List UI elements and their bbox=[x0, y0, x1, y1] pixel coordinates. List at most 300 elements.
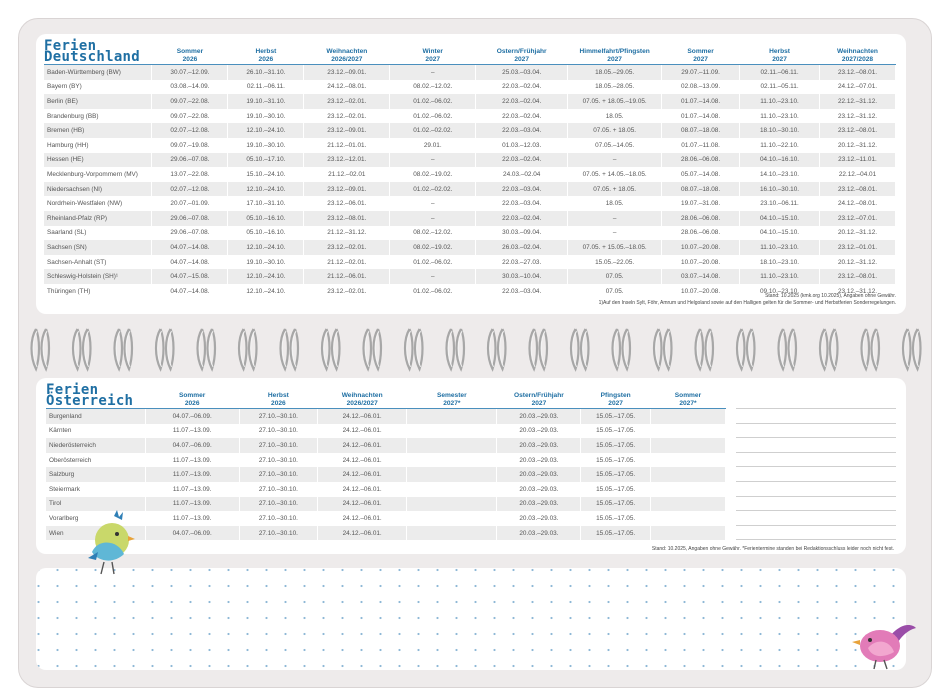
holiday-dates: 23.12.–08.01. bbox=[819, 182, 895, 197]
table-row bbox=[44, 196, 896, 211]
holiday-dates bbox=[650, 482, 725, 497]
pink-bird-icon bbox=[850, 618, 918, 670]
holiday-dates: 20.03.–29.03. bbox=[497, 497, 581, 512]
holiday-dates: 11.07.–13.09. bbox=[145, 497, 239, 512]
region-name: Hamburg (HH) bbox=[44, 138, 152, 153]
holiday-dates: 20.03.–29.03. bbox=[497, 453, 581, 468]
column-header-line1: Sommer bbox=[687, 48, 714, 55]
column-header-line1: Sommer bbox=[178, 392, 206, 399]
holiday-dates: – bbox=[390, 269, 476, 284]
holiday-dates: 23.12.–09.01. bbox=[304, 182, 390, 197]
holiday-dates: 12.10.–24.10. bbox=[228, 269, 304, 284]
holiday-dates: 04.07.–06.09. bbox=[145, 438, 239, 453]
holiday-dates: 29.06.–07.08. bbox=[152, 226, 228, 241]
holiday-dates: 11.10.–23.10. bbox=[740, 109, 820, 124]
column-header-line2: 2027/2028 bbox=[841, 56, 874, 63]
holiday-dates: 24.03.–02.04 bbox=[476, 167, 568, 182]
austria-note: Stand: 10.2025, Angaben ohne Gewähr. *Ferientermine standen bei Redaktionsschluss leider noch nicht fest. bbox=[651, 546, 894, 552]
holiday-dates: 11.10.–23.10. bbox=[740, 94, 820, 109]
region-name: Oberösterreich bbox=[46, 453, 145, 468]
holiday-dates: 23.12.–08.01. bbox=[819, 123, 895, 138]
holiday-dates: 11.07.–13.09. bbox=[145, 467, 239, 482]
table-row bbox=[44, 240, 896, 255]
holiday-dates: 23.10.–06.11. bbox=[740, 196, 820, 211]
holiday-dates: 30.07.–12.09. bbox=[152, 65, 228, 80]
holiday-dates bbox=[650, 453, 725, 468]
holiday-dates: 04.07.–06.09. bbox=[145, 409, 239, 424]
holiday-dates: 21.12.–02.01. bbox=[304, 255, 390, 270]
holiday-dates: 18.05. bbox=[568, 109, 662, 124]
holiday-dates: 21.12.–02.01 bbox=[304, 167, 390, 182]
holiday-dates: 24.12.–06.01. bbox=[318, 511, 407, 526]
column-header-line1: Weihnachten bbox=[837, 48, 878, 55]
column-header-line2: 2026 bbox=[271, 400, 286, 407]
holiday-dates: 01.02.–02.02. bbox=[390, 182, 476, 197]
table-row bbox=[44, 182, 896, 197]
region-name: Berlin (BE) bbox=[44, 94, 152, 109]
column-header bbox=[650, 386, 725, 409]
holiday-dates: – bbox=[390, 65, 476, 80]
holiday-dates: 20.03.–29.03. bbox=[497, 511, 581, 526]
spiral-binding-icon bbox=[0, 325, 950, 375]
table-row bbox=[44, 226, 896, 241]
holiday-dates: 24.12.–08.01. bbox=[304, 80, 390, 95]
column-header-line1: Himmelfahrt/Pfingsten bbox=[579, 48, 650, 55]
holiday-dates bbox=[650, 497, 725, 512]
holiday-dates: 23.12.–02.01. bbox=[304, 284, 390, 299]
holiday-dates: 30.03.–09.04. bbox=[476, 226, 568, 241]
holiday-dates: 20.03.–29.03. bbox=[497, 424, 581, 439]
table-row bbox=[44, 94, 896, 109]
region-name: Wien bbox=[46, 526, 145, 541]
holiday-dates: 22.12.–31.12. bbox=[819, 94, 895, 109]
holiday-dates: 11.07.–13.09. bbox=[145, 453, 239, 468]
holiday-dates: 24.12.–06.01. bbox=[318, 424, 407, 439]
holiday-dates: 23.12.–06.01. bbox=[304, 196, 390, 211]
germany-note-stand: Stand: 10.2025 (kmk.org 10.2025), Angaben ohne Gewähr. bbox=[765, 293, 896, 299]
holiday-dates: 01.02.–06.02. bbox=[390, 284, 476, 299]
holiday-dates: 08.07.–18.08. bbox=[662, 123, 740, 138]
holiday-dates: 27.10.–30.10. bbox=[239, 482, 318, 497]
note-line bbox=[736, 481, 896, 482]
column-header-line2: 2026 bbox=[258, 56, 274, 63]
holiday-dates: 27.10.–30.10. bbox=[239, 511, 318, 526]
holiday-dates: 07.05. + 18.05. bbox=[568, 123, 662, 138]
holiday-dates: 04.10.–15.10. bbox=[740, 226, 820, 241]
holiday-dates: 20.03.–29.03. bbox=[497, 482, 581, 497]
region-name: Niederösterreich bbox=[46, 438, 145, 453]
note-line bbox=[736, 525, 896, 526]
holiday-dates: 15.05.–17.05. bbox=[581, 424, 651, 439]
holiday-dates: 15.05.–17.05. bbox=[581, 497, 651, 512]
holiday-dates: 29.06.–07.08. bbox=[152, 211, 228, 226]
holiday-dates: 02.07.–12.08. bbox=[152, 182, 228, 197]
table-row bbox=[44, 269, 896, 284]
holiday-dates: 01.02.–06.02. bbox=[390, 94, 476, 109]
holiday-dates: 18.05.–28.05. bbox=[568, 80, 662, 95]
holiday-dates: 29.06.–07.08. bbox=[152, 153, 228, 168]
table-row bbox=[46, 409, 726, 424]
holiday-dates: 07.05. + 18.05.–19.05. bbox=[568, 94, 662, 109]
table-row bbox=[44, 80, 896, 95]
holiday-dates: 18.05.–29.05. bbox=[568, 65, 662, 80]
holiday-dates bbox=[650, 409, 725, 424]
column-header-line2: 2027 bbox=[531, 400, 547, 407]
dot-grid-notes-area[interactable] bbox=[36, 568, 906, 670]
region-name: Brandenburg (BB) bbox=[44, 109, 152, 124]
holiday-dates: 24.12.–06.01. bbox=[318, 453, 407, 468]
holiday-dates: 20.12.–31.12. bbox=[819, 226, 895, 241]
holiday-dates: 04.07.–15.08. bbox=[152, 269, 228, 284]
note-line bbox=[736, 452, 896, 453]
holiday-dates: 11.10.–23.10. bbox=[740, 240, 820, 255]
holiday-dates: 20.03.–29.03. bbox=[497, 409, 581, 424]
table-row bbox=[44, 123, 896, 138]
holiday-dates: 24.12.–06.01. bbox=[318, 438, 407, 453]
table-row bbox=[46, 526, 726, 541]
holiday-dates: 15.05.–17.05. bbox=[581, 511, 651, 526]
column-header-line1: Sommer bbox=[176, 48, 204, 55]
holiday-dates: 08.02.–12.02. bbox=[390, 226, 476, 241]
holiday-dates: 22.03.–02.04. bbox=[476, 153, 568, 168]
holiday-dates: 01.02.–02.02. bbox=[390, 123, 476, 138]
holiday-dates: 01.07.–11.08. bbox=[662, 138, 740, 153]
column-header-line2: 2027 bbox=[514, 56, 530, 63]
holiday-dates: 04.07.–14.08. bbox=[152, 240, 228, 255]
column-header bbox=[304, 42, 390, 65]
holiday-dates: 27.10.–30.10. bbox=[239, 497, 318, 512]
holiday-dates: 24.12.–07.01. bbox=[819, 80, 895, 95]
column-header-line2: 2026 bbox=[182, 56, 198, 63]
holiday-dates: 07.05. + 14.05.–18.05. bbox=[568, 167, 662, 182]
holiday-dates: 25.03.–03.04. bbox=[476, 65, 568, 80]
column-header bbox=[497, 386, 581, 409]
holiday-dates: 29.01. bbox=[390, 138, 476, 153]
column-header bbox=[581, 386, 651, 409]
holiday-dates bbox=[407, 467, 497, 482]
holiday-dates: 01.03.–12.03. bbox=[476, 138, 568, 153]
holiday-dates: 28.06.–06.08. bbox=[662, 226, 740, 241]
column-header-line2: 2027 bbox=[772, 56, 787, 63]
holiday-dates: 04.07.–06.09. bbox=[145, 526, 239, 541]
column-header bbox=[407, 386, 497, 409]
holiday-dates: 09.07.–19.08. bbox=[152, 138, 228, 153]
holiday-dates: 22.03.–02.04. bbox=[476, 80, 568, 95]
holiday-dates: 12.10.–24.10. bbox=[228, 123, 304, 138]
holiday-dates: 05.10.–17.10. bbox=[228, 153, 304, 168]
holiday-dates: 12.10.–24.10. bbox=[228, 182, 304, 197]
holiday-dates: 27.10.–30.10. bbox=[239, 453, 318, 468]
holiday-dates: 09.07.–22.08. bbox=[152, 94, 228, 109]
holiday-dates: 24.12.–08.01. bbox=[819, 196, 895, 211]
holiday-dates: 16.10.–30.10. bbox=[740, 182, 820, 197]
note-line bbox=[736, 423, 896, 424]
region-name: Rheinland-Pfalz (RP) bbox=[44, 211, 152, 226]
holiday-dates: 22.03.–27.03. bbox=[476, 255, 568, 270]
holiday-dates: – bbox=[390, 211, 476, 226]
region-name: Thüringen (TH) bbox=[44, 284, 152, 299]
holiday-dates: 11.10.–23.10. bbox=[740, 269, 820, 284]
holiday-dates: 14.10.–23.10. bbox=[740, 167, 820, 182]
holiday-dates: 04.10.–16.10. bbox=[740, 153, 820, 168]
table-row bbox=[46, 453, 726, 468]
holiday-dates: 20.03.–29.03. bbox=[497, 526, 581, 541]
column-header-line1: Herbst bbox=[255, 48, 277, 55]
holiday-dates: 22.03.–02.04. bbox=[476, 94, 568, 109]
region-name: Sachsen (SN) bbox=[44, 240, 152, 255]
holiday-dates bbox=[407, 409, 497, 424]
holiday-dates: 15.05.–17.05. bbox=[581, 453, 651, 468]
column-header-line1: Weihnachten bbox=[326, 48, 368, 55]
region-name: Sachsen-Anhalt (ST) bbox=[44, 255, 152, 270]
holiday-dates: 03.08.–14.09. bbox=[152, 80, 228, 95]
holiday-dates: – bbox=[568, 226, 662, 241]
holiday-dates bbox=[407, 453, 497, 468]
table-row bbox=[44, 109, 896, 124]
holiday-dates: 15.10.–24.10. bbox=[228, 167, 304, 182]
holiday-dates: 23.12.–01.01. bbox=[819, 240, 895, 255]
holiday-dates bbox=[650, 511, 725, 526]
holiday-dates: 22.12.–04.01 bbox=[819, 167, 895, 182]
holiday-dates: 26.03.–02.04. bbox=[476, 240, 568, 255]
holiday-dates: 23.12.–11.01. bbox=[819, 153, 895, 168]
holiday-dates: 23.12.–08.01. bbox=[819, 269, 895, 284]
holiday-dates: 07.05.–14.05. bbox=[568, 138, 662, 153]
column-header-line1: Sommer bbox=[674, 392, 702, 399]
column-header bbox=[145, 386, 239, 409]
column-header-line1: Herbst bbox=[267, 392, 289, 399]
holiday-dates: 07.05. + 15.05.–18.05. bbox=[568, 240, 662, 255]
note-line bbox=[736, 510, 896, 511]
holiday-dates: 09.10.–23.10. bbox=[740, 284, 820, 299]
holiday-dates: 23.12.–08.01. bbox=[304, 211, 390, 226]
holiday-dates: 09.07.–22.08. bbox=[152, 109, 228, 124]
region-name: Saarland (SL) bbox=[44, 226, 152, 241]
holiday-dates: 08.02.–19.02. bbox=[390, 240, 476, 255]
column-header bbox=[662, 42, 740, 65]
holiday-dates: 18.05. bbox=[568, 196, 662, 211]
table-row bbox=[44, 255, 896, 270]
blue-bird-icon bbox=[84, 510, 136, 576]
holiday-dates bbox=[407, 497, 497, 512]
holiday-dates bbox=[407, 511, 497, 526]
holiday-dates: 05.07.–14.08. bbox=[662, 167, 740, 182]
holiday-dates: 19.07.–31.08. bbox=[662, 196, 740, 211]
holiday-dates: 13.07.–22.08. bbox=[152, 167, 228, 182]
holiday-dates: 19.10.–30.10. bbox=[228, 138, 304, 153]
holiday-dates: 18.10.–30.10. bbox=[740, 123, 820, 138]
holiday-dates: 27.10.–30.10. bbox=[239, 409, 318, 424]
holiday-dates: 20.12.–31.12. bbox=[819, 138, 895, 153]
holiday-dates: 28.06.–06.08. bbox=[662, 153, 740, 168]
column-header-line2: 2026 bbox=[184, 400, 200, 407]
table-row bbox=[44, 167, 896, 182]
austria-title: Ferien Österreich bbox=[46, 382, 134, 409]
holiday-dates bbox=[407, 438, 497, 453]
note-line bbox=[736, 539, 896, 540]
column-header bbox=[152, 42, 228, 65]
holiday-dates: 27.10.–30.10. bbox=[239, 467, 318, 482]
holiday-dates: 07.05. bbox=[568, 269, 662, 284]
region-name: Niedersachsen (NI) bbox=[44, 182, 152, 197]
holiday-dates: 23.12.–02.01. bbox=[304, 109, 390, 124]
table-row bbox=[46, 438, 726, 453]
holiday-dates: 23.12.–09.01. bbox=[304, 65, 390, 80]
holiday-dates: 20.03.–29.03. bbox=[497, 438, 581, 453]
germany-title: Ferien Deutschland bbox=[44, 38, 141, 65]
holiday-dates: 30.03.–10.04. bbox=[476, 269, 568, 284]
holiday-dates: 19.10.–30.10. bbox=[228, 255, 304, 270]
holiday-dates: 07.05. bbox=[568, 284, 662, 299]
holiday-dates: – bbox=[390, 196, 476, 211]
table-row bbox=[46, 511, 726, 526]
region-name: Bayern (BY) bbox=[44, 80, 152, 95]
holiday-dates: 08.02.–12.02. bbox=[390, 80, 476, 95]
column-header-line2: 2027* bbox=[443, 400, 461, 407]
holiday-dates: 08.07.–18.08. bbox=[662, 182, 740, 197]
holiday-dates: 05.10.–16.10. bbox=[228, 211, 304, 226]
column-header bbox=[239, 386, 318, 409]
column-header-line1: Herbst bbox=[769, 48, 790, 55]
holiday-dates bbox=[650, 467, 725, 482]
column-header-line2: 2027 bbox=[607, 56, 622, 63]
region-name: Bremen (HB) bbox=[44, 123, 152, 138]
germany-footnote: 1)Auf den Inseln Sylt, Föhr, Amrum und Helgoland sowie auf den Halligen gelten für die Sommer- und Herbstferien Sonderregelungen. bbox=[598, 300, 896, 306]
holiday-dates: 21.12.–01.01. bbox=[304, 138, 390, 153]
holiday-dates: 04.07.–14.08. bbox=[152, 255, 228, 270]
table-row bbox=[46, 482, 726, 497]
column-header-line1: Winter bbox=[422, 48, 443, 55]
column-header-line1: Semester bbox=[436, 392, 467, 399]
holiday-dates: 01.02.–06.02. bbox=[390, 109, 476, 124]
holiday-dates: 04.10.–15.10. bbox=[740, 211, 820, 226]
holiday-dates: 04.07.–14.08. bbox=[152, 284, 228, 299]
column-header bbox=[819, 42, 895, 65]
holiday-dates: 21.12.–06.01. bbox=[304, 269, 390, 284]
holiday-dates: 20.07.–01.09. bbox=[152, 196, 228, 211]
region-name: Mecklenburg-Vorpommern (MV) bbox=[44, 167, 152, 182]
holiday-dates: 23.12.–12.01. bbox=[304, 153, 390, 168]
holiday-dates: 07.05. + 18.05. bbox=[568, 182, 662, 197]
table-row bbox=[46, 497, 726, 512]
holiday-dates: 03.07.–14.08. bbox=[662, 269, 740, 284]
holiday-dates bbox=[650, 438, 725, 453]
holiday-dates: 24.12.–06.01. bbox=[318, 526, 407, 541]
holiday-dates: 23.12.–31.12. bbox=[819, 109, 895, 124]
holiday-dates: 17.10.–31.10. bbox=[228, 196, 304, 211]
holiday-dates: 19.10.–31.10. bbox=[228, 94, 304, 109]
note-line bbox=[736, 466, 896, 467]
column-header-line2: 2026/2027 bbox=[331, 56, 363, 63]
note-line bbox=[736, 437, 896, 438]
holiday-dates: 15.05.–17.05. bbox=[581, 409, 651, 424]
holiday-dates: 23.12.–08.01. bbox=[819, 65, 895, 80]
table-row bbox=[46, 467, 726, 482]
region-name: Burgenland bbox=[46, 409, 145, 424]
holiday-dates: 08.02.–19.02. bbox=[390, 167, 476, 182]
region-name: Salzburg bbox=[46, 467, 145, 482]
holiday-dates: 02.11.–06.11. bbox=[228, 80, 304, 95]
holiday-dates: 27.10.–30.10. bbox=[239, 526, 318, 541]
holiday-dates: 10.07.–20.08. bbox=[662, 255, 740, 270]
column-header bbox=[476, 42, 568, 65]
holiday-dates bbox=[650, 526, 725, 541]
holiday-dates: 23.12.–02.01. bbox=[304, 240, 390, 255]
holiday-dates: 24.12.–06.01. bbox=[318, 409, 407, 424]
holiday-dates: 24.12.–06.01. bbox=[318, 497, 407, 512]
holiday-dates: 23.12.–31.12. bbox=[819, 284, 895, 299]
holiday-dates: 20.03.–29.03. bbox=[497, 467, 581, 482]
holiday-dates: 28.06.–06.08. bbox=[662, 211, 740, 226]
holiday-dates: 22.03.–02.04. bbox=[476, 109, 568, 124]
holiday-dates: 20.12.–31.12. bbox=[819, 255, 895, 270]
holiday-dates: 15.05.–17.05. bbox=[581, 467, 651, 482]
holiday-dates bbox=[407, 424, 497, 439]
holiday-dates: 18.10.–23.10. bbox=[740, 255, 820, 270]
austria-panel bbox=[36, 378, 906, 554]
germany-panel bbox=[36, 34, 906, 314]
holiday-dates bbox=[650, 424, 725, 439]
column-header bbox=[740, 42, 820, 65]
column-header bbox=[318, 386, 407, 409]
region-name: Nordrhein-Westfalen (NW) bbox=[44, 196, 152, 211]
column-header-line1: Pfingsten bbox=[600, 392, 631, 399]
holiday-dates: 22.03.–02.04. bbox=[476, 211, 568, 226]
holiday-dates: 26.10.–31.10. bbox=[228, 65, 304, 80]
table-row bbox=[44, 211, 896, 226]
holiday-dates: 22.03.–03.04. bbox=[476, 123, 568, 138]
holiday-dates: – bbox=[568, 153, 662, 168]
note-line bbox=[736, 408, 896, 409]
holiday-dates: – bbox=[390, 153, 476, 168]
holiday-dates: 01.02.–06.02. bbox=[390, 255, 476, 270]
holiday-dates: 23.12.–09.01. bbox=[304, 123, 390, 138]
column-header-line2: 2027* bbox=[679, 400, 697, 407]
holiday-dates: 22.03.–03.04. bbox=[476, 284, 568, 299]
holiday-dates: 15.05.–17.05. bbox=[581, 482, 651, 497]
holiday-dates: 05.10.–16.10. bbox=[228, 226, 304, 241]
holiday-dates: 27.10.–30.10. bbox=[239, 438, 318, 453]
column-header-line2: 2026/2027 bbox=[346, 400, 378, 407]
holiday-dates: – bbox=[568, 211, 662, 226]
column-header-line1: Ostern/Frühjahr bbox=[496, 48, 547, 55]
holiday-dates: 10.07.–20.08. bbox=[662, 284, 740, 299]
holiday-dates: 22.03.–03.04. bbox=[476, 196, 568, 211]
holiday-dates: 11.07.–13.09. bbox=[145, 482, 239, 497]
column-header-line1: Weihnachten bbox=[341, 392, 383, 399]
region-name: Schleswig-Holstein (SH)¹ bbox=[44, 269, 152, 284]
column-header bbox=[228, 42, 304, 65]
holiday-dates: 29.07.–11.09. bbox=[662, 65, 740, 80]
holiday-dates bbox=[407, 526, 497, 541]
holiday-dates: 24.12.–06.01. bbox=[318, 467, 407, 482]
region-name: Kärnten bbox=[46, 424, 145, 439]
holiday-dates: 01.07.–14.08. bbox=[662, 109, 740, 124]
table-row bbox=[44, 153, 896, 168]
column-header-line2: 2027 bbox=[425, 56, 441, 63]
region-name: Hessen (HE) bbox=[44, 153, 152, 168]
holiday-dates: 02.07.–12.08. bbox=[152, 123, 228, 138]
region-name: Steiermark bbox=[46, 482, 145, 497]
holiday-dates: 23.12.–07.01. bbox=[819, 211, 895, 226]
holiday-dates: 02.08.–13.09. bbox=[662, 80, 740, 95]
holiday-dates: 24.12.–06.01. bbox=[318, 482, 407, 497]
holiday-dates: 02.11.–05.11. bbox=[740, 80, 820, 95]
holiday-dates: 12.10.–24.10. bbox=[228, 284, 304, 299]
holiday-dates: 15.05.–17.05. bbox=[581, 438, 651, 453]
holiday-dates: 19.10.–30.10. bbox=[228, 109, 304, 124]
holiday-dates: 11.07.–13.09. bbox=[145, 511, 239, 526]
